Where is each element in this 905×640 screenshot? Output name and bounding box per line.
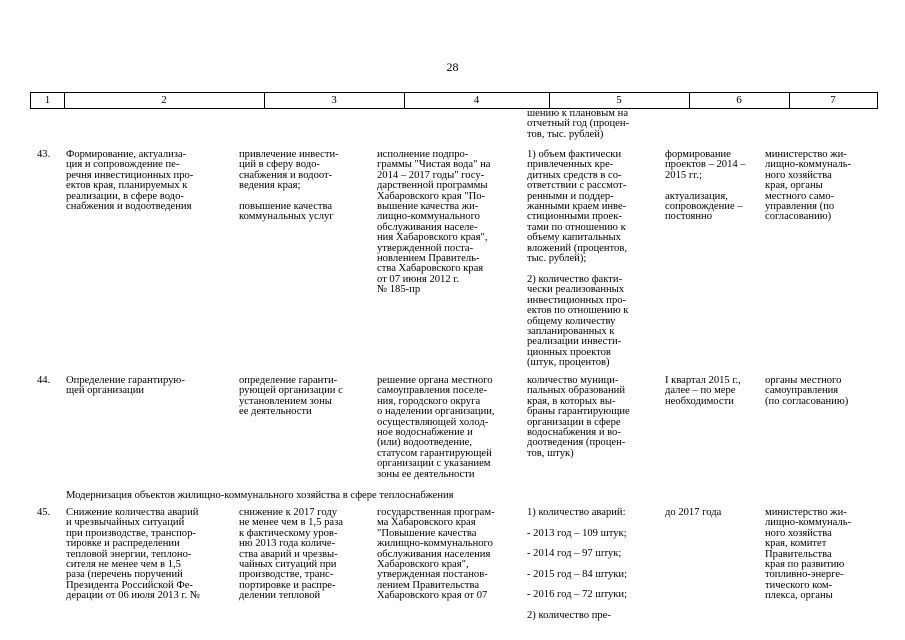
- row-action-text: Формирование, актуализа- ция и сопровождение пе- речня инвестиционных про- ектов края, планируемых к реализации, в сфере водо- снабжения и водоотведения: [66, 149, 194, 213]
- row-deadline-text: I квартал 2015 г., далее – по мере необходимости: [665, 375, 741, 407]
- row-responsible-text: органы местного самоуправления (по согласованию): [765, 375, 849, 407]
- row-action-text: Снижение количества аварий и чрезвычайных ситуаций при производстве, транспор- тировке и распределении тепловой энергии, теплоно- сителя не менее чем в 1,5 раза (перечень поручений Президента Российской Фе- дерации от 06 июля 2013 г. №: [66, 507, 200, 602]
- header-col-5: 5: [616, 94, 622, 106]
- row-responsible-text: министерство жи- лищно-коммуналь- ного хозяйства края, комитет Правительства края по развитию топливно-энерге- тического ком- плекса, органы: [765, 507, 852, 602]
- row-number: 45.: [37, 507, 51, 518]
- row-indicator-text: 1) объем фактически привлеченных кре- дитных средств в со- ответствии с рассмот- ренными и поддер- жанными краем инве- стиционными проек- тами по отношению к объему капитальных вложений (процентов, тыс. рублей); 2) количество факти- чески реализованных инвестиционных про- ектов по отношению к общему количеству запланированных к реализации инвести- ционных проектов (штук, процентов): [527, 149, 629, 369]
- row-deadline-text: до 2017 года: [665, 507, 722, 518]
- row-action-text: Определение гарантирую- щей организации: [66, 375, 185, 397]
- header-col-2: 2: [161, 94, 167, 106]
- row-number: 44.: [37, 375, 51, 386]
- row-responsible-text: министерство жи- лищно-коммуналь- ного хозяйства края, органы местного само- управления (по согласованию): [765, 149, 852, 223]
- row-deadline-text: формирование проектов – 2014 – 2015 гг.; актуализация, сопровождение – постоянно: [665, 149, 746, 223]
- row-indicator-text: количество муници- пальных образований края, в которых вы- браны гарантирующие организации в сфере водоснабжения и во- доотведения (процен- тов, штук): [527, 375, 630, 459]
- row-document-text: решение органа местного самоуправления поселе- ния, городского округа о наделении организации, осуществляющей холод- ное водоснабжение и (или) водоотведение, статусом гарантирующей организации с указанием зоны ее деятельности: [377, 375, 495, 480]
- header-col-4: 4: [473, 94, 480, 106]
- header-col-7: 7: [830, 94, 836, 106]
- header-col-3: 3: [331, 94, 337, 106]
- header-col-1: 1: [44, 94, 51, 106]
- section-heading: Модернизация объектов жилищно-коммунального хозяйства в сфере теплоснабжения: [66, 490, 454, 501]
- row-result-text: снижение к 2017 году не менее чем в 1,5 раза к фактическому уров- ню 2013 года количе- ства аварий и чрезвы- чайных ситуаций при производстве, транс- портировке и распре- делении тепловой: [239, 507, 343, 602]
- row-indicator-text: 1) количество аварий: - 2013 год – 109 штук; - 2014 год – 97 штук; - 2015 год – 84 штуки; - 2016 год – 72 штуки; 2) количество пре-: [527, 507, 628, 621]
- row-number: 43.: [37, 149, 51, 160]
- header-col-6: 6: [736, 94, 742, 106]
- carry-col5-text: шению к плановым на отчетный год (процен- тов, тыс. рублей): [527, 108, 630, 140]
- row-document-text: исполнение подпро- граммы "Чистая вода" на 2014 – 2017 годы" госу- дарственной программы Хабаровского края "По- вышение качества жи- лищно-коммунального обслуживания населе- ния Хабаровского края", утвержденной поста- новлением Правитель- ства Хабаровского края от 07 июня 2012 г. № 185-пр: [377, 149, 491, 296]
- row-document-text: государственная програм- ма Хабаровского края "Повышение качества жилищно-коммунального обслуживания населения Хабаровского края", утвержденная постанов- лением Правительства Хабаровского края от 07: [377, 507, 495, 602]
- page-number: 28: [446, 60, 459, 74]
- row-result-text: определение гаранти- рующей организации с установлением зоны ее деятельности: [239, 375, 343, 418]
- table-header-row: [30, 92, 878, 109]
- row-result-text: привлечение инвести- ций в сферу водо- снабжения и водоот- ведения края; повышение качества коммунальных услуг: [239, 149, 339, 223]
